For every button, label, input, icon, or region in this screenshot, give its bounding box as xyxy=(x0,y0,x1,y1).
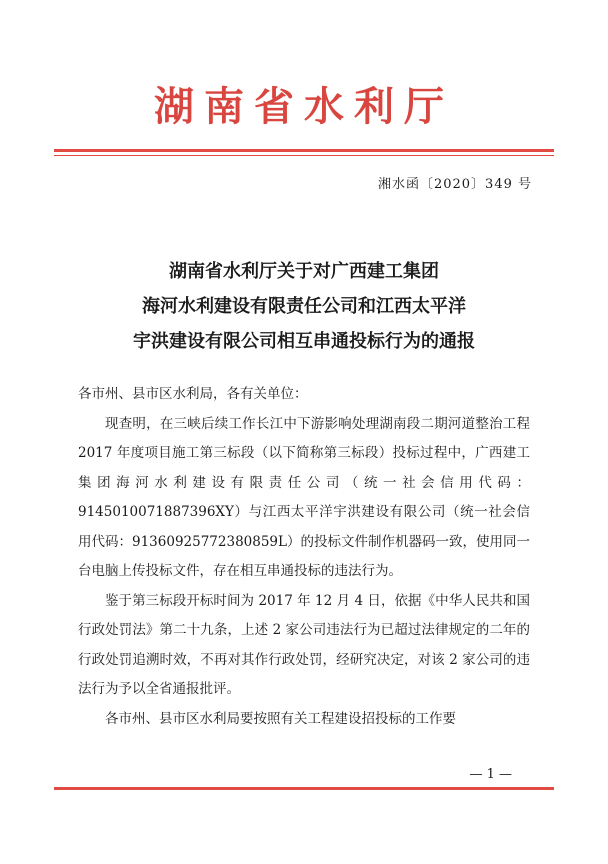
salutation: 各市州、县市区水利局，各有关单位： xyxy=(78,386,308,402)
body-paragraph: 各市州、县市区水利局要按照有关工程建设招投标的工作要 xyxy=(105,710,456,727)
title-line: 海河水利建设有限责任公司和江西太平洋 xyxy=(142,296,466,317)
document-number: 湘水函〔2020〕349 号 xyxy=(377,177,532,192)
body-paragraph: 鉴于第三标段开标时间为 2017 年 12 月 4 日，依据《中华人民共和国行政处罚法》第二十九条，上述 2 家公司违法行为已超过法律规定的二年的行政处罚追溯时效，不再对其作行政处罚，经研究决定，对该 2 家公司的违法行为予以全省通报批评。 xyxy=(78,592,530,697)
document-body xyxy=(78,380,530,734)
document-title xyxy=(0,254,608,359)
agency-header-title: 湖南省水利厅 xyxy=(154,84,454,130)
header-red-rule-thin xyxy=(54,155,554,156)
title-line: 宇洪建设有限公司相互串通投标行为的通报 xyxy=(133,331,475,352)
body-paragraph: 现查明，在三峡后续工作长江中下游影响处理湖南段二期河道整治工程 2017 年度项目施工第三标段（以下简称第三标段）投标过程中，广西建工集团海河水利建设有限责任公司（统一社会信用代码：9145010071887396XY）与江西太平洋宇洪建设有限公司（统一社会信用代码：91360925772380859L）的投标文件制作机器码一致，使用同一台电脑上传投标文件，存在相互串通投标的违法行为。 xyxy=(78,415,530,579)
page-number: — 1 — xyxy=(469,767,512,782)
header-red-rule-thick xyxy=(54,149,554,152)
footer-red-rule xyxy=(54,787,554,790)
title-line: 湖南省水利厅关于对广西建工集团 xyxy=(169,261,439,282)
